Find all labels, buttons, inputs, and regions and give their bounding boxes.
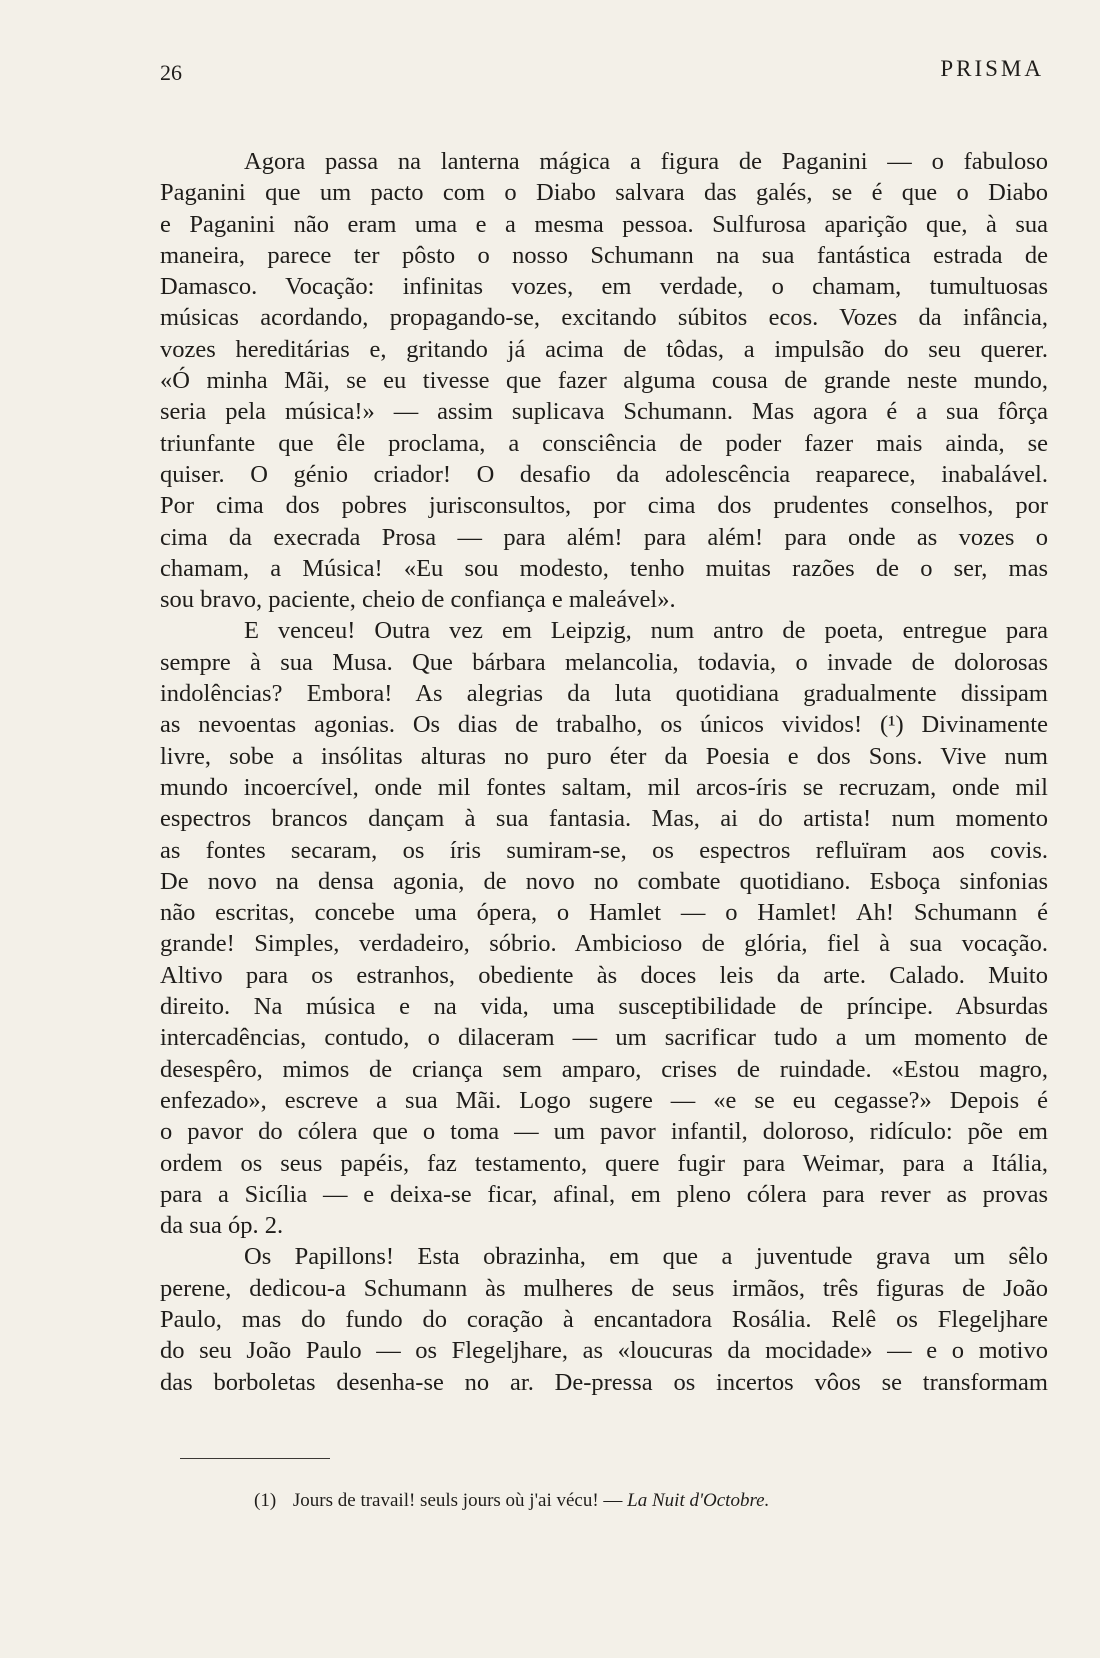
text-line: Os Papillons! Esta obrazinha, em que a juventude grava um sêlo <box>244 1243 1048 1271</box>
text-line: E venceu! Outra vez em Leipzig, num antro de poeta, entregue para <box>244 617 1048 645</box>
text-line: Agora passa na lanterna mágica a figura de Paganini — o fabuloso <box>244 148 1048 175</box>
text-line: livre, sobe a insólitas alturas no puro éter da Poesia e dos Sons. Vive num <box>160 742 1048 770</box>
footnote <box>254 1490 769 1512</box>
page-header <box>160 50 1044 86</box>
paragraph-3 <box>160 1241 1048 1397</box>
text-line: desespêro, mimos de criança sem amparo, crises de ruindade. «Estou magro, <box>160 1055 1048 1083</box>
text-line: Paganini que um pacto com o Diabo salvara das galés, se é que o Diabo <box>160 179 1048 207</box>
text-line: seria pela música!» — assim suplicava Schumann. Mas agora é a sua fôrça <box>160 398 1048 426</box>
running-title: PRISMA <box>940 56 1044 81</box>
text-line: grande! Simples, verdadeiro, sóbrio. Ambicioso de glória, fiel à sua vocação. <box>160 930 1048 958</box>
text-line: Paulo, mas do fundo do coração à encantadora Rosália. Relê os Flegeljhare <box>160 1305 1048 1333</box>
text-line: sou bravo, paciente, cheio de confiança e maleável». <box>160 586 676 614</box>
text-line: perene, dedicou-a Schumann às mulheres de seus irmãos, três figuras de João <box>160 1274 1048 1302</box>
text-line: da sua óp. 2. <box>160 1212 284 1240</box>
text-line: triunfante que êle proclama, a consciência de poder fazer mais ainda, se <box>160 429 1048 457</box>
footnote-text: Jours de travail! seuls jours où j'ai vécu! — <box>292 1490 623 1511</box>
text-line: e Paganini não eram uma e a mesma pessoa. Sulfurosa aparição que, à sua <box>160 210 1048 238</box>
text-line: chamam, a Música! «Eu sou modesto, tenho muitas razões de o ser, mas <box>160 554 1048 582</box>
text-line: o pavor do cólera que o toma — um pavor infantil, doloroso, ridículo: põe em <box>160 1118 1048 1146</box>
text-line: as fontes secaram, os íris sumiram-se, os espectros refluïram aos covis. <box>160 836 1048 864</box>
text-line: Altivo para os estranhos, obediente às doces leis da arte. Calado. Muito <box>160 961 1048 989</box>
text-line: maneira, parece ter pôsto o nosso Schumann na sua fantástica estrada de <box>160 241 1048 269</box>
text-line: indolências? Embora! As alegrias da luta quotidiana gradualmente dissipam <box>160 680 1048 708</box>
paragraph-2 <box>160 615 1048 1241</box>
text-line: quiser. O génio criador! O desafio da adolescência reaparece, inabalável. <box>160 460 1048 488</box>
text-line: Damasco. Vocação: infinitas vozes, em verdade, o chamam, tumultuosas <box>160 273 1048 301</box>
text-line: não escritas, concebe uma ópera, o Hamlet — o Hamlet! Ah! Schumann é <box>160 899 1048 927</box>
page-number: 26 <box>160 60 182 85</box>
footnote-divider <box>180 1458 330 1459</box>
text-line: as nevoentas agonias. Os dias de trabalho, os únicos vividos! (¹) Divinamente <box>160 711 1048 739</box>
text-line: intercadências, contudo, o dilaceram — um sacrificar tudo a um momento de <box>160 1024 1048 1052</box>
text-line: «Ó minha Mãi, se eu tivesse que fazer alguma cousa de grande neste mundo, <box>160 367 1048 395</box>
text-line: sempre à sua Musa. Que bárbara melancolia, todavia, o invade de dolorosas <box>160 648 1048 676</box>
text-line: do seu João Paulo — os Flegeljhare, as «loucuras da mocidade» — e o motivo <box>160 1337 1048 1365</box>
text-line: cima da execrada Prosa — para além! para além! para onde as vozes o <box>160 523 1048 551</box>
text-line: espectros brancos dançam à sua fantasia. Mas, ai do artista! num momento <box>160 805 1048 833</box>
text-line: ordem os seus papéis, faz testamento, quere fugir para Weimar, para a Itália, <box>160 1149 1048 1177</box>
text-line: das borboletas desenha-se no ar. De-pressa os incertos vôos se transformam <box>160 1368 1048 1396</box>
text-line: para a Sicília — e deixa-se ficar, afinal, em pleno cólera para rever as provas <box>160 1180 1048 1208</box>
body-text <box>160 146 1048 1398</box>
text-line: enfezado», escreve a sua Mãi. Logo sugere — «e se eu cegasse?» Depois é <box>160 1086 1048 1114</box>
footnote-title: La Nuit d'Octobre. <box>627 1490 770 1511</box>
paragraph-1 <box>160 146 1048 615</box>
text-line: direito. Na música e na vida, uma susceptibilidade de príncipe. Absurdas <box>160 993 1048 1021</box>
text-line: vozes hereditárias e, gritando já acima de tôdas, a impulsão do seu querer. <box>160 335 1048 363</box>
text-line: mundo incoercível, onde mil fontes saltam, mil arcos-íris se recruzam, onde mil <box>160 773 1048 801</box>
text-line: De novo na densa agonia, de novo no combate quotidiano. Esboça sinfonias <box>160 867 1048 895</box>
text-line: Por cima dos pobres jurisconsultos, por cima dos prudentes conselhos, por <box>160 492 1048 520</box>
text-line: músicas acordando, propagando-se, excitando súbitos ecos. Vozes da infância, <box>160 304 1048 332</box>
footnote-mark: (1) <box>254 1490 277 1511</box>
